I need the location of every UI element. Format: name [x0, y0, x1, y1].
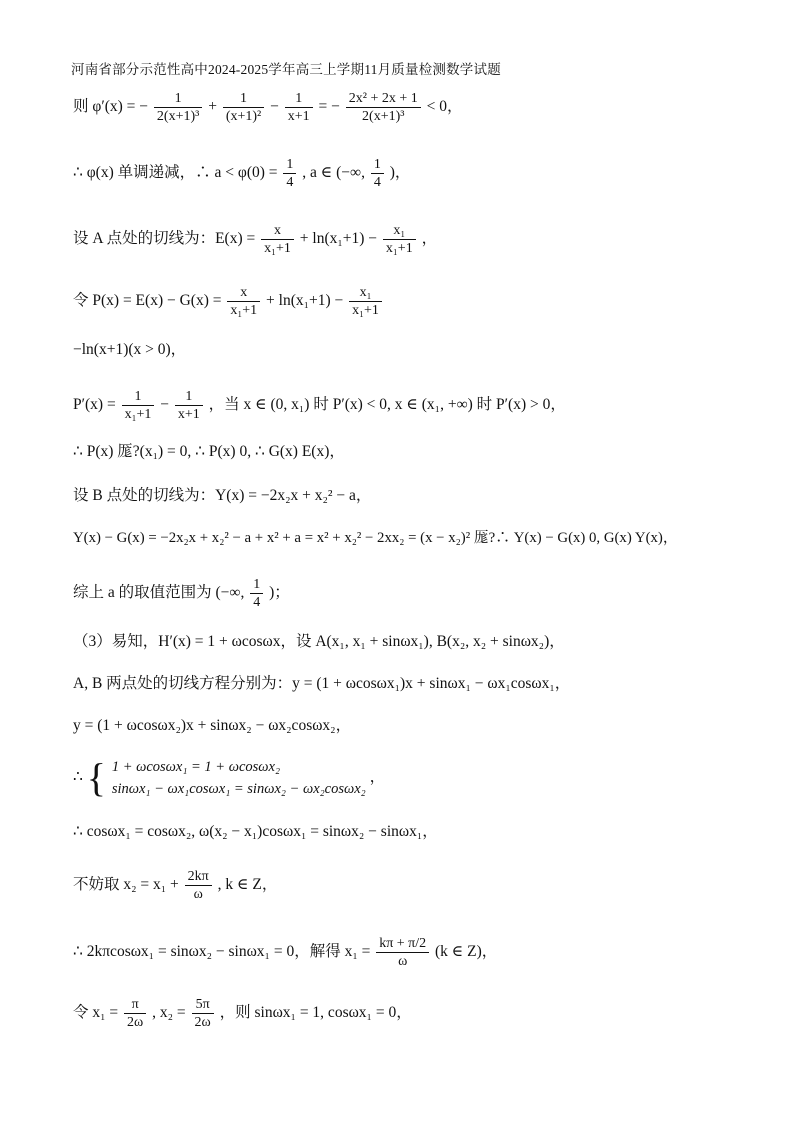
fraction: [154, 90, 202, 125]
numerator: x: [261, 222, 294, 240]
system-equation-2: sinωx₁ − ωx₁cosωx₁ = sinωx₂ − ωx₂cosωx₂: [111, 781, 366, 797]
text: ∴ 2kπcosωx₁ = sinωx₂ − sinωx₁ = 0，解得 x₁ =: [73, 943, 371, 961]
tangent-equations-line: A, B 两点处的切线方程分别为：y = (1 + ωcosωx₁)x + sinωx₁ − ωx₁cosωx₁，: [73, 675, 571, 692]
operator: = −: [318, 98, 340, 116]
y-minus-g-line: Y(x) − G(x) = −2x₂x + x₂² − a + x² + a = x² + x₂² − 2xx₂ = (x − x₂)² 厖?∴ Y(x) − G(x) 0, G(x) Y(x)，: [73, 530, 678, 546]
text: ，则 sinωx₁ = 1, cosωx₁ = 0，: [219, 1004, 412, 1022]
operator: −: [160, 396, 169, 414]
denominator: 4: [286, 175, 294, 190]
denominator: 4: [373, 175, 381, 190]
text: , x₂ =: [152, 1004, 186, 1022]
text: , k ∈ Z，: [217, 876, 278, 894]
numerator: 1: [175, 388, 203, 406]
numerator: 1: [283, 156, 296, 174]
numerator: 1: [223, 90, 264, 108]
operator: −: [270, 98, 279, 116]
numerator: 1: [371, 156, 384, 174]
p-definition-line: [73, 284, 384, 319]
document-header: 河南省部分示范性高中2024-2025学年高三上学期11月质量检测数学试题: [71, 62, 501, 77]
p-derivative-line: [73, 388, 566, 423]
fraction: [383, 222, 416, 257]
text: 综上 a 的取值范围为 (−∞,: [73, 584, 245, 602]
equation-system-line: [73, 756, 385, 800]
fraction: [261, 222, 294, 257]
denominator: x₁+1: [352, 303, 379, 318]
tangent-b-line: 设 B 点处的切线为：Y(x) = −2x₂x + x₂² − a，: [73, 487, 372, 504]
text: ，当 x ∈ (0, x₁) 时 P′(x) < 0, x ∈ (x₁, +∞) 时 P′(x) > 0，: [208, 396, 566, 414]
numerator: 5π: [192, 996, 214, 1014]
denominator: 2ω: [194, 1015, 211, 1030]
left-brace: {: [86, 755, 106, 800]
text: 则 φ′(x) = −: [73, 98, 149, 116]
fraction: [122, 388, 155, 423]
fraction: [346, 90, 421, 125]
text: 设 A 点处的切线为：E(x) =: [73, 230, 256, 248]
numerator: 1: [122, 388, 155, 406]
denominator: x₁+1: [264, 241, 291, 256]
equation-system: [112, 756, 366, 800]
denominator: ω: [193, 887, 203, 902]
numerator: 1: [154, 90, 202, 108]
numerator: 1: [285, 90, 313, 108]
numerator: π: [124, 996, 146, 1014]
numerator: 2x² + 2x + 1: [346, 90, 421, 108]
denominator: (x+1)²: [225, 109, 262, 124]
text: + ln(x₁+1) −: [266, 292, 344, 310]
numerator: x₁: [383, 222, 416, 240]
numerator: 1: [250, 576, 263, 594]
p-definition-cont-line: −ln(x+1)(x > 0)，: [73, 341, 187, 358]
fraction: [285, 90, 313, 125]
x2-choice-line: [73, 868, 277, 903]
monotonic-line: [73, 156, 410, 191]
denominator: x+1: [287, 109, 310, 124]
text: + ln(x₁+1) −: [299, 230, 378, 248]
tangent-a-line: [73, 222, 437, 257]
p-min-line: ∴ P(x) 厖?(x₁) = 0, ∴ P(x) 0, ∴ G(x) E(x)，: [73, 443, 345, 460]
fraction: [185, 868, 212, 903]
solve-x1-line: [73, 935, 497, 970]
numerator: x: [227, 284, 260, 302]
numerator: kπ + π/2: [376, 935, 429, 953]
numerator: 2kπ: [185, 868, 212, 886]
fraction: [349, 284, 382, 319]
text: , a ∈ (−∞,: [302, 164, 365, 182]
denominator: ω: [398, 954, 408, 969]
let-x1-x2-line: [73, 996, 412, 1031]
cos-equal-line: ∴ cosωx₁ = cosωx₂, ω(x₂ − x₁)cosωx₁ = sinωx₂ − sinωx₁，: [73, 823, 438, 840]
conclusion-range-line: [73, 576, 290, 611]
text: )；: [269, 584, 290, 602]
operator: +: [208, 98, 217, 116]
fraction: [124, 996, 146, 1031]
text: 令 P(x) = E(x) − G(x) =: [73, 292, 222, 310]
numerator: x₁: [349, 284, 382, 302]
derivative-phi-line: [73, 90, 463, 125]
therefore-symbol: ∴: [73, 768, 83, 786]
fraction: [376, 935, 429, 970]
fraction: [175, 388, 203, 423]
denominator: x+1: [177, 407, 200, 422]
system-equation-1: 1 + ωcosωx₁ = 1 + ωcosωx₂: [111, 759, 280, 775]
text: 不妨取 x₂ = x₁ +: [73, 876, 179, 894]
text: ，: [421, 230, 438, 248]
denominator: x₁+1: [385, 241, 413, 256]
denominator: x₁+1: [230, 303, 258, 318]
comma: ，: [369, 768, 386, 786]
denominator: 2(x+1)³: [362, 109, 405, 124]
denominator: 2ω: [127, 1015, 144, 1030]
fraction: [192, 996, 214, 1031]
fraction: [250, 576, 263, 611]
fraction: [223, 90, 264, 125]
text: 令 x₁ =: [73, 1004, 119, 1022]
denominator: x₁+1: [124, 407, 152, 422]
text: )，: [389, 164, 411, 182]
denominator: 2(x+1)³: [156, 109, 200, 124]
fraction: [283, 156, 296, 191]
denominator: 4: [253, 595, 261, 610]
text: (k ∈ Z)，: [435, 943, 498, 961]
text: < 0，: [426, 98, 463, 116]
tangent-b-equation-line: y = (1 + ωcosωx₂)x + sinωx₂ − ωx₂cosωx₂，: [73, 717, 352, 734]
fraction: [227, 284, 260, 319]
text: ∴ φ(x) 单调递减，∴ a < φ(0) =: [73, 164, 278, 182]
text: P′(x) =: [73, 396, 116, 414]
fraction: [371, 156, 384, 191]
part3-intro-line: （3）易知，H′(x) = 1 + ωcosωx，设 A(x₁, x₁ + sinωx₁), B(x₂, x₂ + sinωx₂)，: [73, 633, 565, 650]
